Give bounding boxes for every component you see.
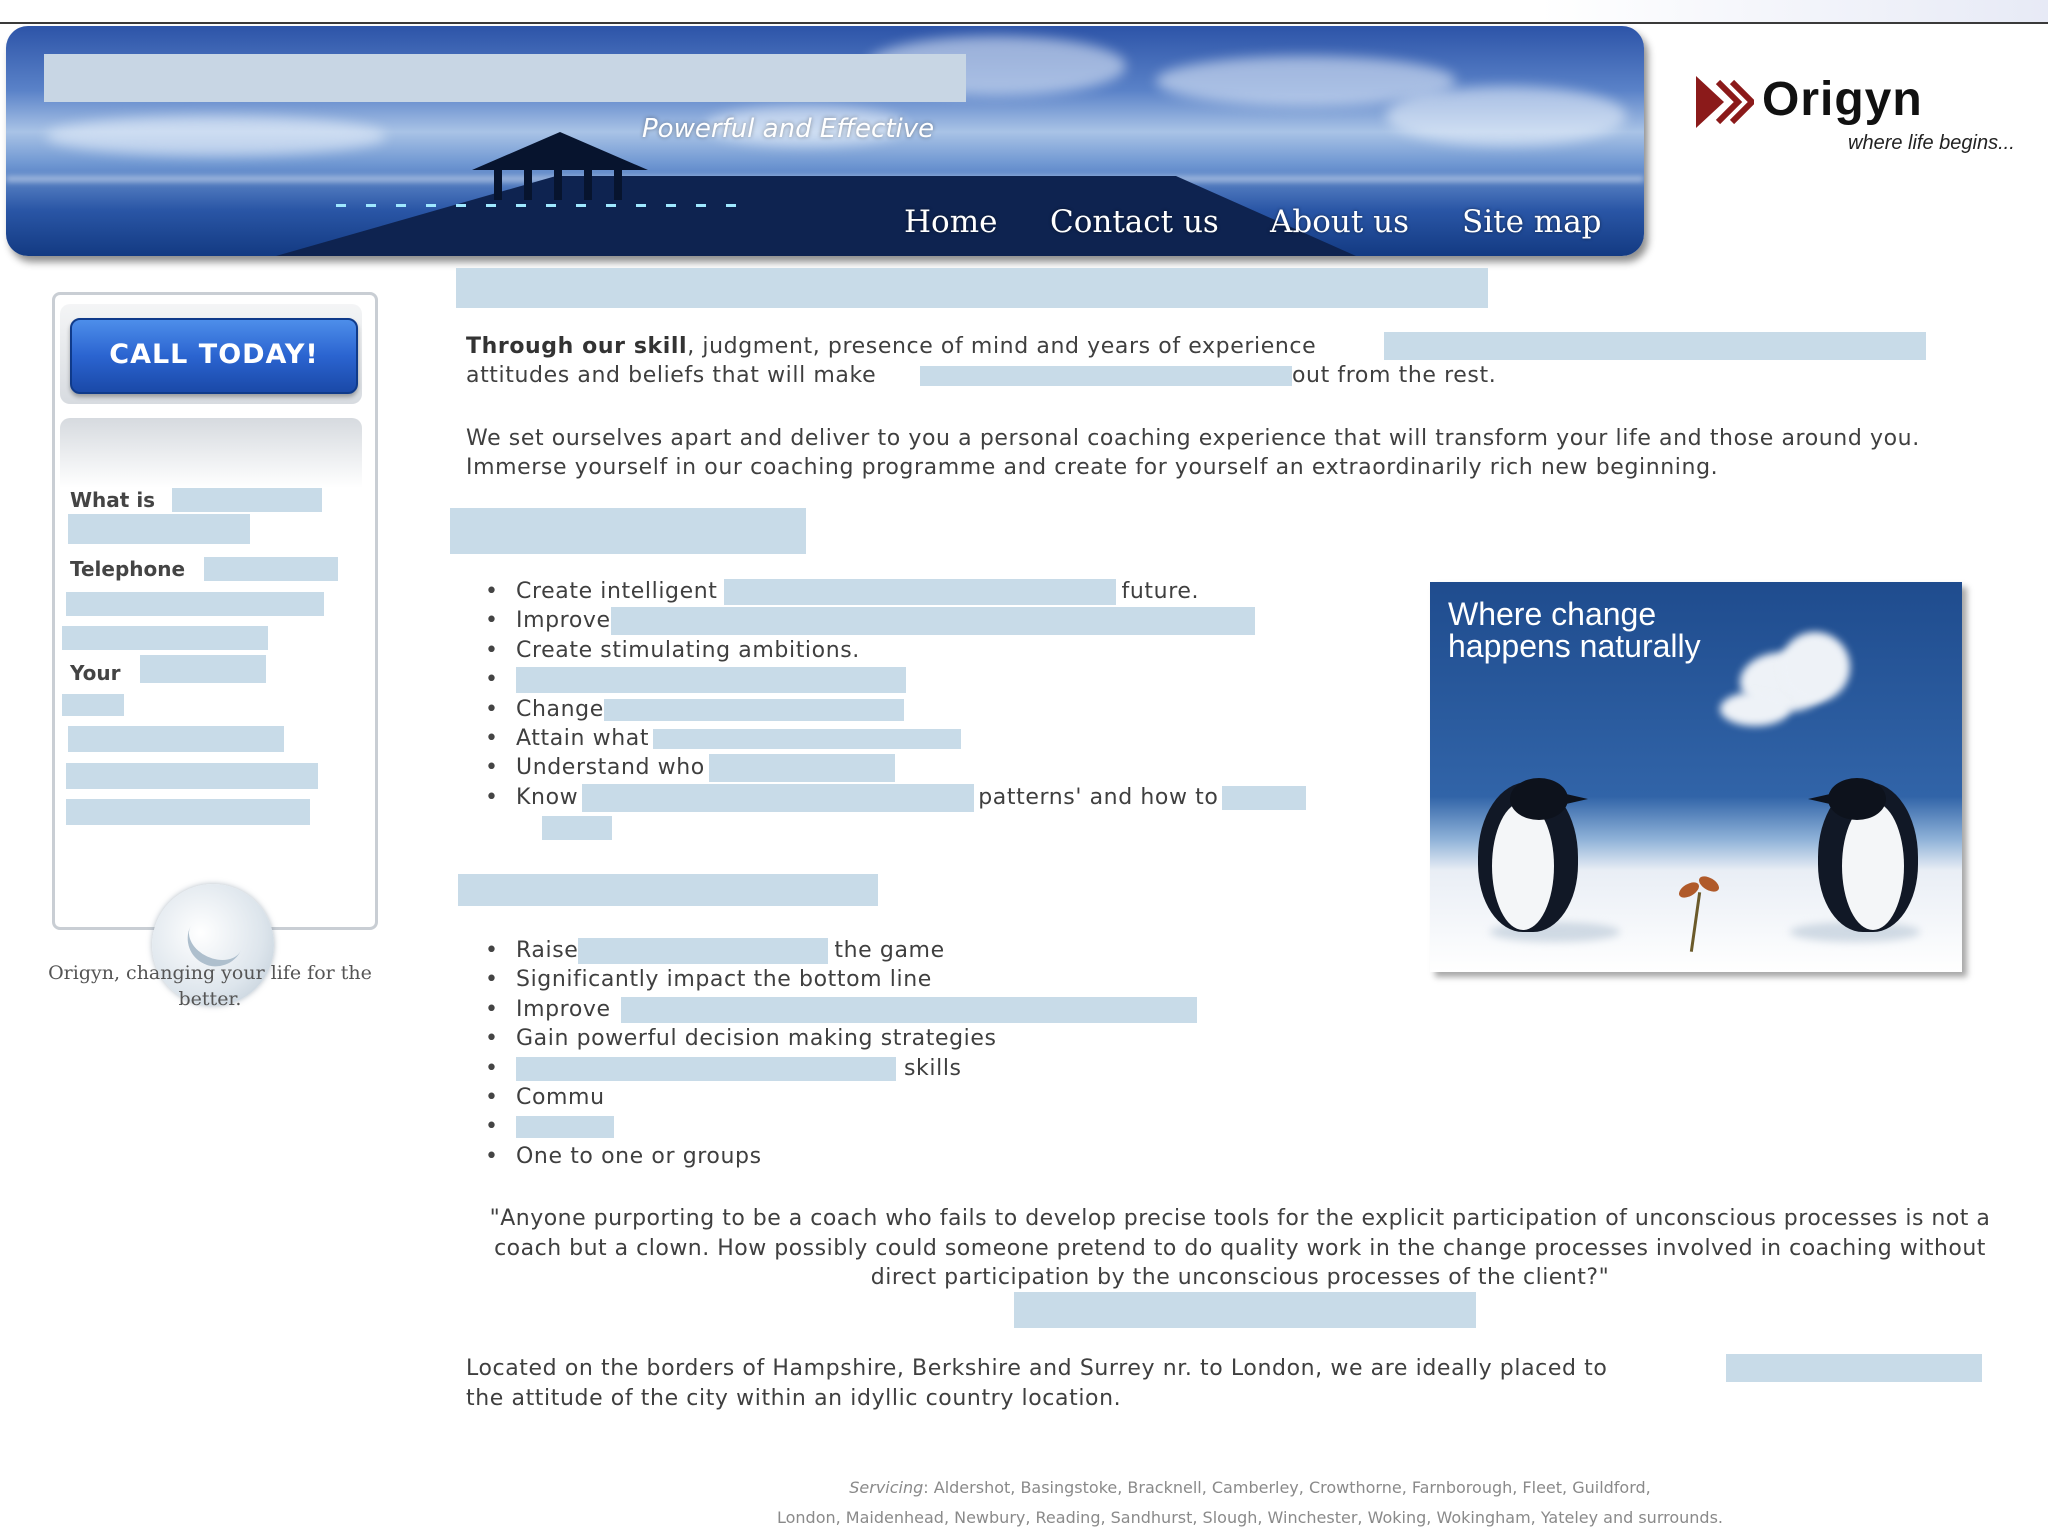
top-fade bbox=[1540, 0, 2048, 22]
redacted-text bbox=[62, 694, 124, 716]
penguins-promo-image bbox=[1430, 582, 1962, 972]
list-item bbox=[516, 665, 1306, 694]
sidebar-label-your: Your bbox=[70, 661, 121, 685]
sidebar-caption: Origyn, changing your life for the better. bbox=[48, 962, 372, 1010]
redacted-text bbox=[172, 488, 322, 512]
section-heading-redacted bbox=[458, 874, 878, 906]
list-item: • Change bbox=[516, 695, 1306, 724]
intro-paragraph-2: We set ourselves apart and deliver to you a personal coaching experience that will transform your life and those around you. Immerse yourself in our coaching programme and create for yourself an extraordinarily rich new beginning. bbox=[466, 426, 1920, 480]
gazebo-image bbox=[472, 132, 648, 170]
list-item: • Create intelligent future. bbox=[516, 577, 1306, 606]
banner-tagline: Powerful and Effective bbox=[642, 114, 935, 144]
business-list bbox=[516, 936, 1197, 1171]
redacted-text bbox=[68, 514, 250, 544]
list-item: • Improve bbox=[516, 995, 1197, 1024]
list-item: • Improve bbox=[516, 606, 1306, 635]
top-rule bbox=[0, 22, 2048, 24]
intro-line-2-b: out from the rest. bbox=[1292, 363, 1497, 388]
redacted-text bbox=[62, 626, 268, 650]
redacted-text bbox=[920, 366, 1292, 386]
logo-name: Origyn bbox=[1762, 73, 1923, 126]
list-item: • Create stimulating ambitions. bbox=[516, 636, 1306, 665]
nav-site-map[interactable]: Site map bbox=[1462, 204, 1602, 240]
promo-caption: Where change happens naturally bbox=[1448, 596, 1701, 664]
list-item: • Attain what bbox=[516, 724, 1306, 753]
sprout-image bbox=[1690, 892, 1701, 952]
servicing-line-2: London, Maidenhead, Newbury, Reading, Sandhurst, Slough, Winchester, Woking, Wokingham, Yateley and surrounds. bbox=[776, 1508, 1723, 1527]
redacted-text bbox=[66, 592, 324, 616]
list-item: • Raise the game bbox=[516, 936, 1197, 965]
coaching-quote: "Anyone purporting to be a coach who fails to develop precise tools for the explicit participation of unconscious processes is not a coach but a clown. How possibly could someone pretend to do quality work in the change processes involved in coaching without direct participation by the unconscious processes of the client?" bbox=[489, 1206, 1991, 1290]
intro-bold: Through our skill bbox=[466, 334, 688, 359]
list-item: • Gain powerful decision making strategies bbox=[516, 1024, 1197, 1053]
servicing-line-1: Servicing: Aldershot, Basingstoke, Bracknell, Camberley, Crowthorne, Farnborough, Fleet, Guildford, bbox=[849, 1478, 1651, 1497]
intro-text: , judgment, presence of mind and years of experience bbox=[687, 334, 1317, 359]
redacted-text bbox=[140, 655, 266, 683]
redacted-text bbox=[68, 726, 284, 752]
page-title-redacted bbox=[456, 268, 1488, 308]
intro-line-1 bbox=[466, 332, 1316, 361]
sidebar-label-what-is: What is bbox=[70, 488, 156, 512]
redacted-text bbox=[204, 557, 338, 581]
redacted-text bbox=[542, 816, 612, 840]
servicing-label: Servicing bbox=[849, 1478, 924, 1497]
redacted-text bbox=[66, 799, 310, 825]
list-item: • skills bbox=[516, 1054, 1197, 1083]
section-heading-redacted bbox=[450, 508, 806, 554]
origyn-logo-icon bbox=[1694, 74, 1754, 130]
nav-about-us[interactable]: About us bbox=[1270, 204, 1410, 240]
banner-title-redacted bbox=[44, 54, 966, 102]
call-today-button[interactable]: CALL TODAY! bbox=[70, 318, 358, 394]
location-line-1: Located on the borders of Hampshire, Berkshire and Surrey nr. to London, we are ideally placed to bbox=[466, 1356, 1608, 1381]
list-item: • Commu bbox=[516, 1083, 1197, 1112]
location-line-2: the attitude of the city within an idyllic country location. bbox=[466, 1386, 1122, 1411]
list-item: • Know patterns' and how to bbox=[516, 783, 1306, 812]
benefits-list bbox=[516, 577, 1306, 812]
logo-slogan: where life begins... bbox=[1848, 132, 2015, 154]
redacted-text bbox=[66, 763, 318, 789]
header-banner bbox=[6, 26, 1644, 256]
nav-home[interactable]: Home bbox=[904, 204, 998, 240]
nav-contact-us[interactable]: Contact us bbox=[1050, 204, 1219, 240]
list-item: • Understand who bbox=[516, 753, 1306, 782]
quote-attribution-redacted bbox=[1014, 1292, 1476, 1328]
list-item bbox=[516, 1112, 1197, 1141]
list-item: • One to one or groups bbox=[516, 1142, 1197, 1171]
sidebar-label-telephone: Telephone bbox=[70, 557, 186, 581]
redacted-text bbox=[1384, 332, 1926, 360]
redacted-text bbox=[1726, 1354, 1982, 1382]
list-item: • Significantly impact the bottom line bbox=[516, 965, 1197, 994]
intro-line-2-a: attitudes and beliefs that will make bbox=[466, 363, 877, 388]
